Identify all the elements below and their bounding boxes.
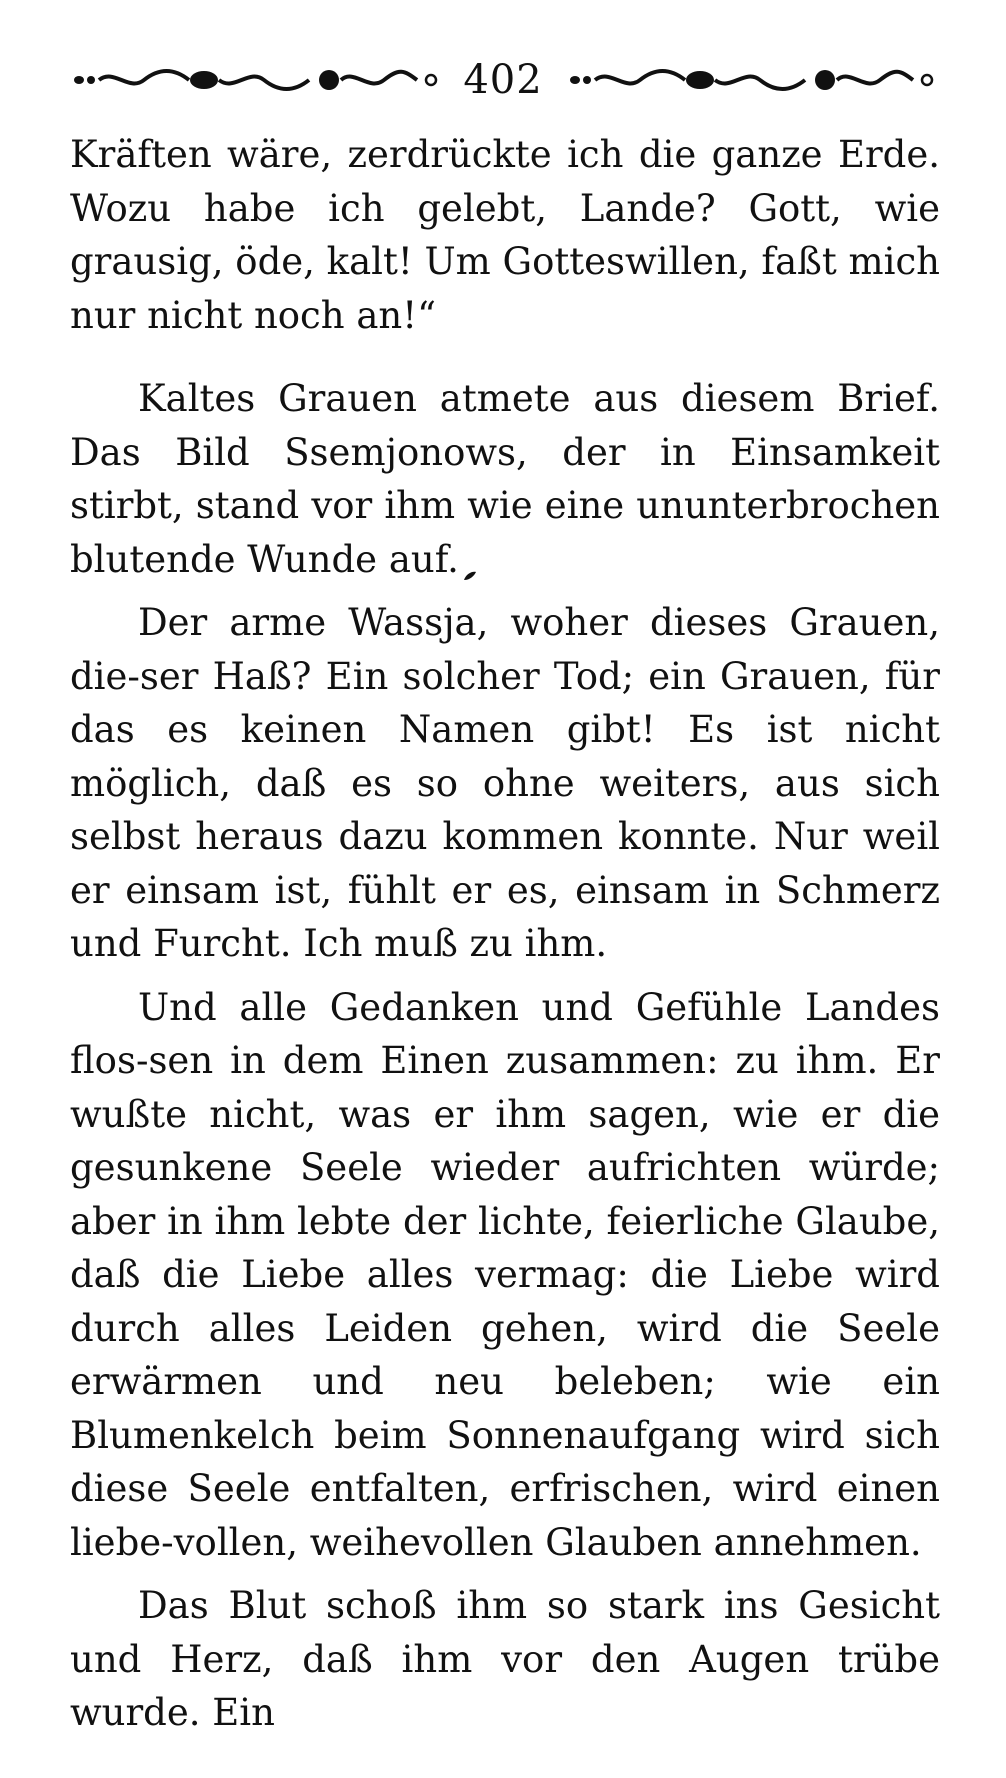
page-number: 402 — [463, 57, 543, 103]
paragraph-5: Das Blut schoß ihm so stark ins Gesicht und Herz, daß ihm vor den Augen trübe wurde. Ein — [70, 1584, 940, 1734]
page-header — [60, 50, 946, 110]
right-ornament-icon — [565, 66, 937, 94]
paragraph-2: Kaltes Grauen atmete aus diesem Brief. Das Bild Ssemjonows, der in Einsamkeit stirbt, stand vor ihm wie eine ununterbrochen blutende Wunde auf. — [70, 377, 940, 581]
paragraph-3: Der arme Wassja, woher dieses Grauen, die-ser Haß? Ein solcher Tod; ein Grauen, für das es keinen Namen gibt! Es ist nicht möglich, daß es so ohne weiters, aus sich selbst heraus dazu kommen konnte. Nur weil er einsam ist, fühlt er es, einsam in Schmerz und Furcht. Ich muß zu ihm. — [70, 601, 940, 965]
paragraph-1: Kräften wäre, zerdrückte ich die ganze Erde. Wozu habe ich gelebt, Lande? Gott, wie grausig, öde, kalt! Um Gotteswillen, faßt mich nur nicht noch an!“ — [70, 133, 940, 337]
body-text — [70, 128, 940, 1740]
paragraph-4: Und alle Gedanken und Gefühle Landes flos-sen in dem Einen zusammen: zu ihm. Er wußte nicht, was er ihm sagen, wie er die gesunkene Seele wieder aufrichten würde; aber in ihm lebte der lichte, feierliche Glaube, daß die Liebe alles vermag: die Liebe wird durch alles Leiden gehen, wird die Seele erwärmen und neu beleben; wie ein Blumenkelch beim Sonnenaufgang wird sich diese Seele entfalten, erfrischen, wird einen liebe-vollen, weihevollen Glauben annehmen. — [70, 985, 941, 1564]
ink-spot-icon — [462, 570, 478, 582]
left-ornament-icon — [69, 66, 441, 94]
